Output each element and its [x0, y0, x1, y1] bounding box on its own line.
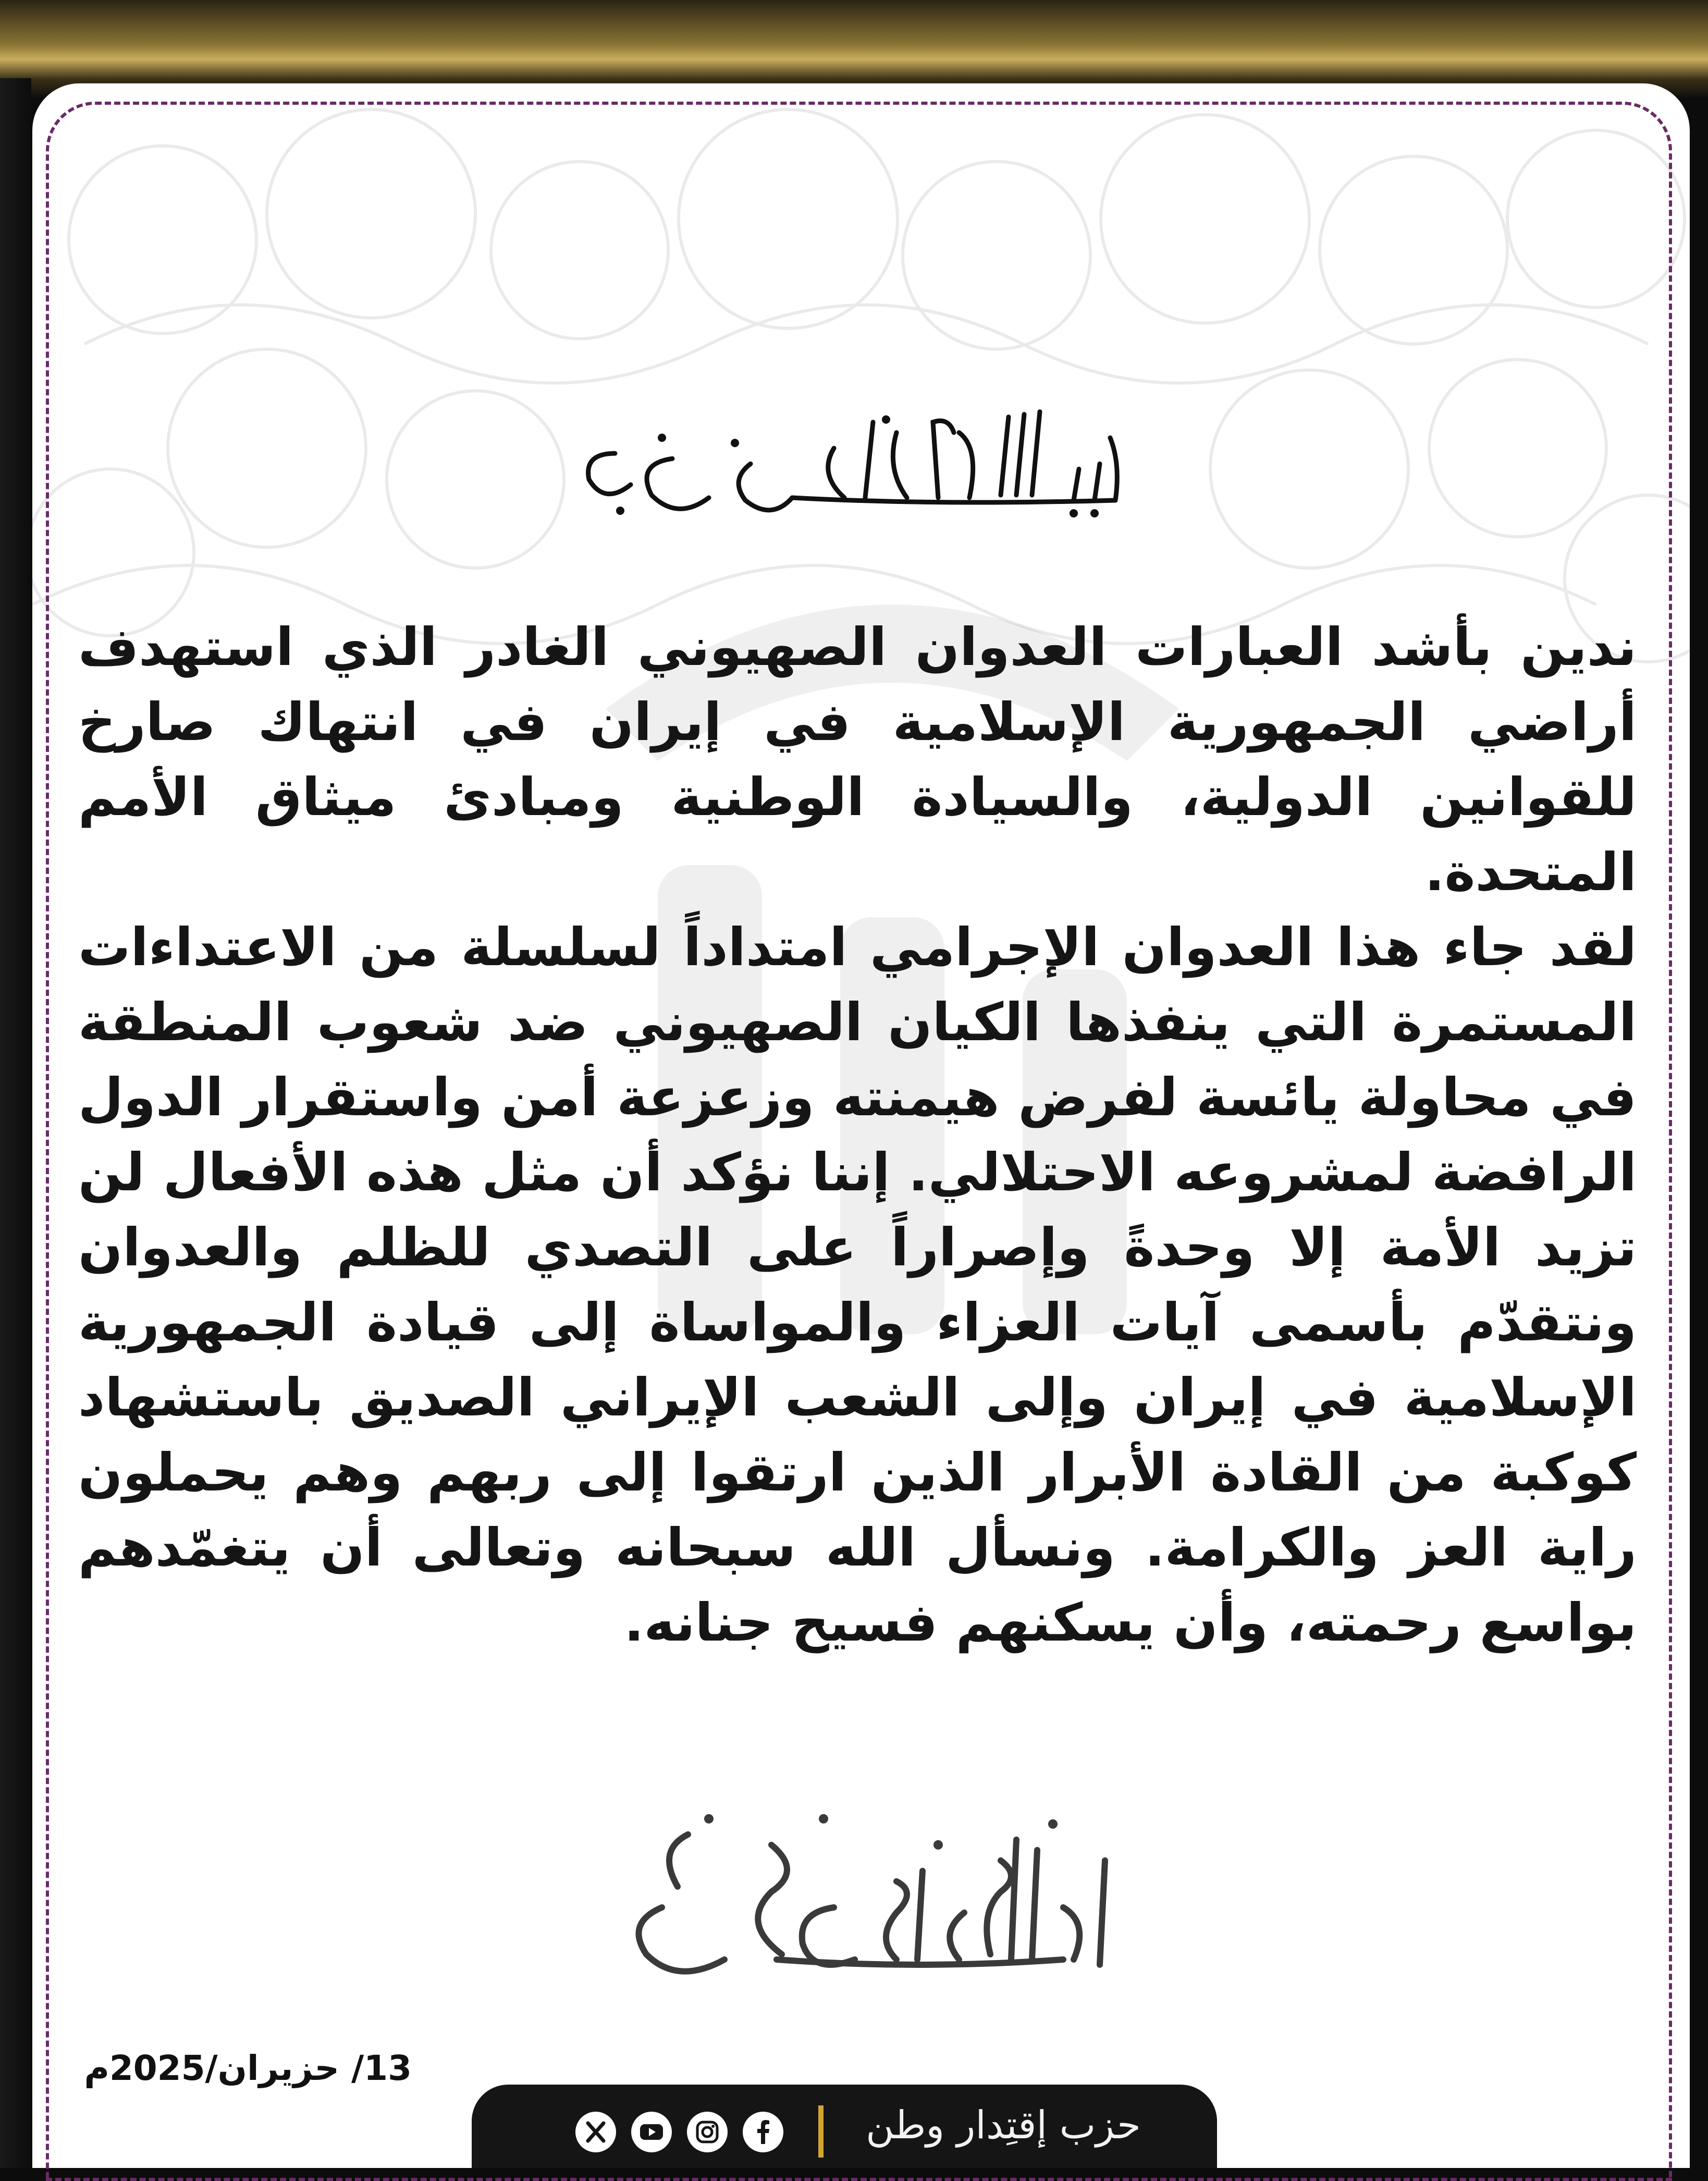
statement-text: [78, 610, 1637, 1683]
condolence-calligraphy: [605, 1788, 1126, 1986]
party-name: حزب إقتِدار وطن: [866, 2103, 1141, 2148]
footer-divider: [818, 2105, 824, 2158]
statement-paragraph-2: لقد جاء هذا العدوان الإجرامي امتداداً لسلسلة من الاعتداءات المستمرة التي ينفذها الكيان الصهيوني ضد شعوب المنطقة في محاولة يائسة لفرض هيمنته وزعزعة أمن واستقرار الدول الرافضة لمشروعه الاحتلالي. إننا نؤكد أن مثل هذه الأفعال لن تزيد الأمة إلا وحدةً وإصراراً على التصدي للظلم والعدوان ونتقدّم بأسمى آيات العزاء والمواساة إلى قيادة الجمهورية الإسلامية في إيران وإلى الشعب الإيراني الصديق باستشهاد كوكبة من القادة الأبرار الذين ارتقوا إلى ربهم وهم يحملون راية العز والكرامة. ونسأل الله سبحانه وتعالى أن يتغمّدهم بواسع رحمته، وأن يسكنهم فسيح جنانه.: [78, 917, 1637, 1653]
facebook-icon[interactable]: [743, 2112, 783, 2152]
statement-paragraph-1: ندين بأشد العبارات العدوان الصهيوني الغادر الذي استهدف أراضي الجمهورية الإسلامية في إيران في انتهاك صارخ للقوانين الدولية، والسيادة الوطنية ومبادئ ميثاق الأمم المتحدة.: [78, 617, 1637, 903]
instagram-icon[interactable]: [687, 2112, 728, 2152]
x-icon[interactable]: [575, 2112, 616, 2152]
issue-date: 13/ حزيران/2025م: [84, 2048, 412, 2088]
left-edge: [0, 78, 31, 2168]
basmala-calligraphy: [573, 401, 1136, 526]
youtube-icon[interactable]: [631, 2112, 672, 2152]
